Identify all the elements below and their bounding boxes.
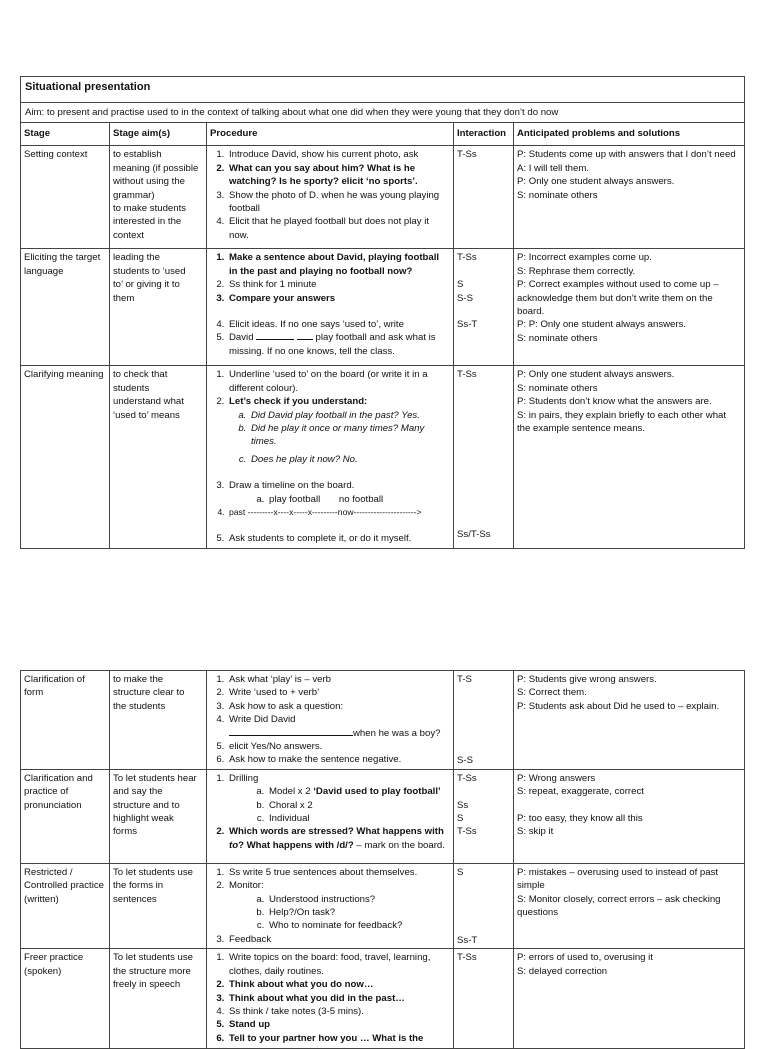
problem-line: S: in pairs, they explain briefly to each other what the example sentence means. bbox=[517, 409, 727, 435]
question-prompt: Write Did David bbox=[229, 714, 296, 726]
problem-line: S: nominate others bbox=[517, 189, 598, 201]
aim-line: leading the bbox=[113, 252, 160, 264]
interaction-value: S-S bbox=[457, 755, 473, 767]
procedure-step: 3. Show the photo of D. when he was young playing football bbox=[227, 189, 450, 216]
aim-line: to make the bbox=[113, 674, 164, 685]
table-row bbox=[21, 863, 745, 948]
procedure-cell bbox=[207, 863, 454, 948]
aim-line: students bbox=[113, 382, 150, 394]
problem-line: P: mistakes – overusing used to instead of past simple bbox=[517, 866, 719, 892]
procedure-step: 2. Ss think for 1 minute bbox=[227, 278, 450, 291]
table-row bbox=[21, 146, 745, 249]
interaction-cell bbox=[454, 671, 514, 770]
interaction-value: S-S bbox=[457, 292, 473, 304]
stress-question: Which words are stressed? What happens with bbox=[229, 826, 444, 838]
procedure-step: 1. Write topics on the board: food, travel, learning, clothes, daily routines. bbox=[227, 951, 450, 978]
table-row bbox=[21, 249, 745, 366]
stage-aim-cell bbox=[110, 863, 207, 948]
problems-cell bbox=[514, 249, 745, 366]
stage-cell: Clarifying meaning bbox=[21, 366, 110, 548]
problem-line: P: Students come up with answers that I don’t need bbox=[517, 149, 736, 161]
table-row bbox=[21, 671, 745, 770]
interaction-value: Ss-T bbox=[457, 319, 478, 331]
aim-line: ‘used to’ means bbox=[113, 409, 180, 421]
stage-cell: Eliciting the target language bbox=[21, 249, 110, 366]
stage-aim-cell bbox=[110, 949, 207, 1049]
drill-model: Model x 2 bbox=[269, 786, 314, 798]
problem-line: P: errors of used to, overusing it bbox=[517, 952, 653, 964]
interaction-value: T-Ss bbox=[457, 369, 477, 381]
aim-line: highlight weak bbox=[113, 813, 174, 825]
problems-cell bbox=[514, 366, 745, 548]
procedure-step: 2. What can you say about him? What is he watching? Is he sporty? elicit ‘no sports’. bbox=[227, 162, 450, 189]
procedure-step bbox=[227, 331, 450, 358]
stress-question-2: ? What happens with /d/? bbox=[238, 839, 354, 851]
lesson-aim: Aim: to present and practise used to in the context of talking about what one did when they were young that they don’t do now bbox=[21, 103, 745, 123]
sentence-prompt: David bbox=[229, 332, 254, 344]
interaction-value: T-Ss bbox=[457, 826, 477, 838]
problem-line: S: Correct them. bbox=[517, 687, 587, 699]
aim-line: the forms in bbox=[113, 880, 164, 892]
table-title: Situational presentation bbox=[21, 77, 745, 103]
interaction-value: Ss-T bbox=[457, 934, 478, 946]
procedure-step: 1. Make a sentence about David, playing football in the past and playing no football now? bbox=[227, 251, 450, 278]
aim-line: context bbox=[113, 229, 144, 241]
problem-line: P: too easy, they know all this bbox=[517, 813, 643, 825]
procedure-step: 2. Write ‘used to + verb’ bbox=[227, 686, 450, 699]
aim-line: the students bbox=[113, 700, 166, 712]
blank-line bbox=[256, 339, 294, 340]
drill-item: c. Individual bbox=[267, 812, 450, 825]
procedure-step: 3. Ask how to ask a question: bbox=[227, 700, 450, 713]
procedure-step bbox=[227, 479, 450, 506]
procedure-step: 1. Ss write 5 true sentences about themselves. bbox=[227, 866, 450, 879]
stage-cell: Freer practice (spoken) bbox=[21, 949, 110, 1049]
interaction-cell bbox=[454, 769, 514, 863]
procedure-cell bbox=[207, 769, 454, 863]
aim-line: the structure more bbox=[113, 965, 191, 977]
stage-cell: Clarification of form bbox=[21, 671, 110, 770]
sentence-prompt-rest: play football and ask what is missing. If no one knows, tell the class. bbox=[229, 332, 436, 357]
stress-note: – mark on the board. bbox=[353, 839, 445, 851]
stage-aim-cell bbox=[110, 146, 207, 249]
interaction-cell bbox=[454, 366, 514, 548]
procedure-step: 4. Elicit ideas. If no one says ‘used to’, write bbox=[227, 318, 450, 331]
procedure-step: 5. elicit Yes/No answers. bbox=[227, 740, 450, 753]
problem-line: P: Only one student always answers. bbox=[517, 369, 675, 381]
header-row bbox=[21, 123, 745, 146]
interaction-value: T-S bbox=[457, 674, 472, 685]
table-row bbox=[21, 769, 745, 863]
problem-line: A: I will tell them. bbox=[517, 162, 589, 174]
procedure-step bbox=[227, 713, 450, 740]
problem-line: P: Students don’t know what the answers are. bbox=[517, 396, 712, 408]
stress-word: to bbox=[229, 839, 239, 851]
aim-line: To let students use bbox=[113, 952, 193, 964]
interaction-value: Ss/T-Ss bbox=[457, 529, 491, 541]
procedure-step: 3. Compare your answers bbox=[227, 292, 450, 305]
drill-sentence: ‘David used to play football’ bbox=[313, 786, 441, 798]
interaction-value: T-Ss bbox=[457, 952, 477, 964]
interaction-value: T-Ss bbox=[457, 772, 477, 784]
interaction-cell bbox=[454, 249, 514, 366]
interaction-value: S bbox=[457, 813, 464, 825]
procedure-step: 2. Think about what you do now… bbox=[227, 978, 450, 991]
aim-line: To let students hear bbox=[113, 772, 197, 784]
drill-item: b. Choral x 2 bbox=[267, 799, 450, 812]
blank-line bbox=[297, 339, 313, 340]
procedure-step: 5. Ask students to complete it, or do it myself. bbox=[227, 532, 450, 545]
stage-cell: Clarification and practice of pronunciation bbox=[21, 769, 110, 863]
aim-line: to’ or giving it to bbox=[113, 279, 180, 291]
aim-line: meaning (if possible bbox=[113, 162, 199, 174]
procedure-cell bbox=[207, 249, 454, 366]
aim-line: to make students bbox=[113, 203, 187, 215]
drill-item bbox=[267, 785, 450, 798]
ccq-item: c. Does he play it now? No. bbox=[249, 453, 450, 466]
table-row bbox=[21, 366, 745, 548]
procedure-step: 1. Underline ‘used to’ on the board (or write it in a different colour). bbox=[227, 368, 450, 395]
procedure-step: 1. Introduce David, show his current photo, ask bbox=[227, 148, 450, 161]
problem-line: P: P: Only one student always answers. bbox=[517, 319, 687, 331]
procedure-step: 3. Think about what you did in the past… bbox=[227, 992, 450, 1005]
ccq-item: b. Did he play it once or many times? Many times. bbox=[249, 422, 450, 449]
lesson-plan-table-2 bbox=[20, 670, 745, 1049]
drilling-label: Drilling bbox=[229, 772, 259, 784]
stage-cell: Restricted / Controlled practice (written) bbox=[21, 863, 110, 948]
problem-line: P: Students give wrong answers. bbox=[517, 674, 657, 685]
stage-aim-cell bbox=[110, 671, 207, 770]
stage-cell: Setting context bbox=[21, 146, 110, 249]
table-row bbox=[21, 949, 745, 1049]
procedure-step bbox=[227, 395, 450, 466]
problem-line: P: Only one student always answers. bbox=[517, 176, 675, 188]
monitor-item: c. Who to nominate for feedback? bbox=[267, 919, 450, 932]
aim-line: them bbox=[113, 292, 135, 304]
monitor-item: b. Help?/On task? bbox=[267, 906, 450, 919]
aim-line: understand what bbox=[113, 396, 184, 408]
header-stage: Stage bbox=[21, 123, 110, 146]
procedure-step: 3. Feedback bbox=[227, 933, 450, 946]
interaction-value: S bbox=[457, 279, 464, 291]
header-problems: Anticipated problems and solutions bbox=[514, 123, 745, 146]
timeline: 4. past ---------x----x-----x---------now----------------------> bbox=[227, 506, 450, 519]
aim-line: structure and to bbox=[113, 799, 180, 811]
problem-line: S: repeat, exaggerate, correct bbox=[517, 786, 644, 798]
interaction-value: T-Ss bbox=[457, 149, 477, 161]
monitor-item: a. Understood instructions? bbox=[267, 893, 450, 906]
interaction-cell bbox=[454, 146, 514, 249]
problems-cell bbox=[514, 671, 745, 770]
aim-line: structure clear to bbox=[113, 687, 185, 699]
check-prompt: Let’s check if you understand: bbox=[229, 396, 368, 408]
procedure-step: 6. Ask how to make the sentence negative. bbox=[227, 753, 450, 766]
aim-line: To let students use bbox=[113, 866, 193, 878]
ccq-item: a. Did David play football in the past? Yes. bbox=[249, 409, 450, 422]
interaction-cell bbox=[454, 949, 514, 1049]
problems-cell bbox=[514, 863, 745, 948]
aim-line: to establish bbox=[113, 149, 162, 161]
interaction-value: T-Ss bbox=[457, 252, 477, 264]
aim-line: and say the bbox=[113, 786, 163, 798]
aim-line: sentences bbox=[113, 893, 157, 905]
header-procedure: Procedure bbox=[207, 123, 454, 146]
aim-line: freely in speech bbox=[113, 979, 181, 991]
question-prompt-rest: when he was a boy? bbox=[353, 727, 441, 739]
procedure-cell bbox=[207, 949, 454, 1049]
header-stage-aims: Stage aim(s) bbox=[110, 123, 207, 146]
timeline-labels: a. play football no football bbox=[267, 493, 450, 506]
stage-aim-cell bbox=[110, 366, 207, 548]
procedure-step: 6. Tell to your partner how you … What is the bbox=[227, 1032, 450, 1045]
aim-line: grammar) bbox=[113, 189, 155, 201]
procedure-step bbox=[227, 825, 450, 852]
problem-line: S: Rephrase them correctly. bbox=[517, 265, 636, 277]
problem-line: P: Correct examples without used to come up – acknowledge them but don’t write them on the board. bbox=[517, 279, 719, 318]
problems-cell bbox=[514, 146, 745, 249]
procedure-step: 5. Stand up bbox=[227, 1018, 450, 1031]
aim-line: without using the bbox=[113, 176, 185, 188]
problem-line: S: nominate others bbox=[517, 332, 598, 344]
stage-aim-cell bbox=[110, 769, 207, 863]
blank-line bbox=[229, 735, 353, 736]
problem-line: P: Incorrect examples come up. bbox=[517, 252, 652, 264]
problem-line: P: Wrong answers bbox=[517, 772, 596, 784]
procedure-cell bbox=[207, 366, 454, 548]
problem-line: S: skip it bbox=[517, 826, 554, 838]
problem-line: S: delayed correction bbox=[517, 965, 608, 977]
problem-line: S: Monitor closely, correct errors – ask checking questions bbox=[517, 893, 721, 919]
problem-line: P: Students ask about Did he used to – explain. bbox=[517, 700, 720, 712]
interaction-value: Ss bbox=[457, 799, 469, 811]
problems-cell bbox=[514, 949, 745, 1049]
procedure-step bbox=[227, 879, 450, 933]
lesson-plan-table-1 bbox=[20, 76, 745, 549]
aim-line: forms bbox=[113, 826, 137, 838]
interaction-cell bbox=[454, 863, 514, 948]
aim-line: to check that bbox=[113, 369, 168, 381]
aim-line: students to ‘used bbox=[113, 265, 186, 277]
procedure-step: 1. Ask what ‘play’ is – verb bbox=[227, 673, 450, 686]
aim-line: interested in the bbox=[113, 216, 182, 228]
procedure-step: 4. Ss think / take notes (3-5 mins). bbox=[227, 1005, 450, 1018]
procedure-cell bbox=[207, 671, 454, 770]
stage-aim-cell bbox=[110, 249, 207, 366]
procedure-step: 4. Elicit that he played football but does not play it now. bbox=[227, 215, 450, 242]
timeline-instruction: Draw a timeline on the board. bbox=[229, 480, 355, 492]
monitor-label: Monitor: bbox=[229, 880, 264, 892]
problem-line: S: nominate others bbox=[517, 382, 598, 394]
procedure-cell bbox=[207, 146, 454, 249]
header-interaction: Interaction bbox=[454, 123, 514, 146]
problems-cell bbox=[514, 769, 745, 863]
interaction-value: S bbox=[457, 866, 464, 878]
procedure-step bbox=[227, 772, 450, 826]
